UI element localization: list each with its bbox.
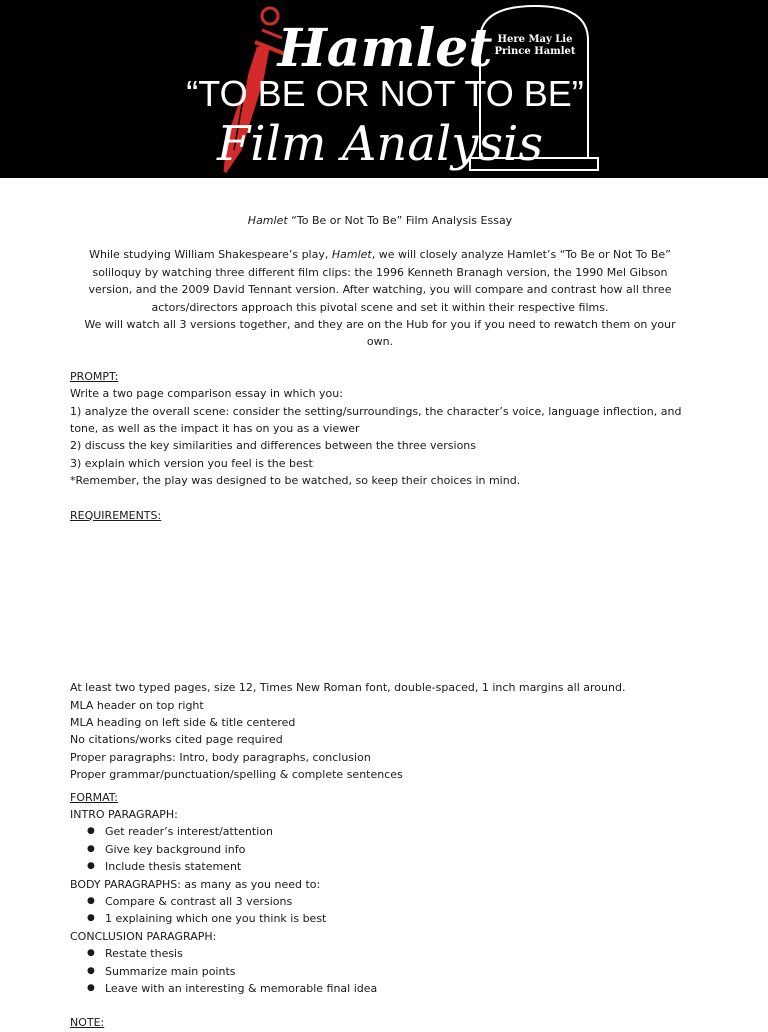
banner-title2: Film Analysis [216,116,544,172]
intro-paragraph [70,246,690,316]
requirement-item: MLA header on top right [70,698,204,712]
heading-rest: “To Be or Not To Be” Film Analysis Essay [287,214,513,227]
intro-part2: , we will closely analyze Hamlet’s “To Be or Not To Be” soliloquy by watching three different film clips: the 1996 Kenneth Branagh version, the 1990 Mel Gibson version, and the 2009 David Tennant version. After watching, you will compare and contrast how all three actors/directors approach this pivotal scene and set it within their respective films. [88,248,672,314]
prompt-line: 1) analyze the overall scene: consider the setting/surroundings, the character’s voice, language inflection, and tone, as well as the impact it has on you as a viewer [70,404,682,436]
conclusion-paragraph-label: CONCLUSION PARAGRAPH: [70,929,217,943]
banner-art [0,0,768,178]
bullet-item: ● Restate thesis [70,945,690,962]
bullet-item: ● Give key background info [70,841,690,858]
requirement-item: MLA heading on left side & title centered [70,715,296,729]
note-label: NOTE: [70,1016,105,1030]
prompt-line: *Remember, the play was designed to be watched, so keep their choices in mind. [70,474,521,488]
intro-rewatch: We will watch all 3 versions together, and they are on the Hub for you if you need to rewatch them on your own. [84,318,676,349]
bullet-item: ● Compare & contrast all 3 versions [70,893,690,910]
requirement-item: Proper grammar/punctuation/spelling & complete sentences [70,768,403,782]
document-body [70,212,690,1032]
prompt-label: PROMPT: [70,369,119,383]
requirement-item: At least two typed pages, size 12, Times New Roman font, double-spaced, 1 inch margins all around. [70,681,626,695]
bullet-item: ● Get reader’s interest/attention [70,823,690,840]
intro-paragraph-label: INTRO PARAGRAPH: [70,807,178,821]
tombstone-line2: Prince Hamlet [494,46,576,57]
essay-heading [70,212,690,229]
bullet-item: ● Include thesis statement [70,858,690,875]
header-banner [0,0,768,178]
prompt-line: Write a two page comparison essay in which you: [70,387,343,401]
intro-part1: While studying William Shakespeare’s play, [89,248,332,262]
banner-subtitle: “TO BE OR NOT TO BE” [186,73,584,114]
requirement-item: Proper paragraphs: Intro, body paragraphs, conclusion [70,750,371,764]
bullet-item: ● 1 explaining which one you think is best [70,910,690,927]
prompt-line: 2) discuss the key similarities and differences between the three versions [70,439,477,453]
banner-title: Hamlet [277,18,493,79]
bullet-item: ● Summarize main points [70,963,690,980]
body-paragraphs-label: BODY PARAGRAPHS: as many as you need to: [70,877,321,891]
heading-ital: Hamlet [247,214,288,227]
format-label: FORMAT: [70,790,119,804]
bullet-item: ● Leave with an interesting & memorable final idea [70,980,690,997]
prompt-line: 3) explain which version you feel is the best [70,456,313,470]
tombstone-line1: Here May Lie [497,34,573,45]
intro-ital: Hamlet [331,248,372,262]
requirement-item: No citations/works cited page required [70,733,283,747]
requirements-label: REQUIREMENTS: [70,508,162,522]
